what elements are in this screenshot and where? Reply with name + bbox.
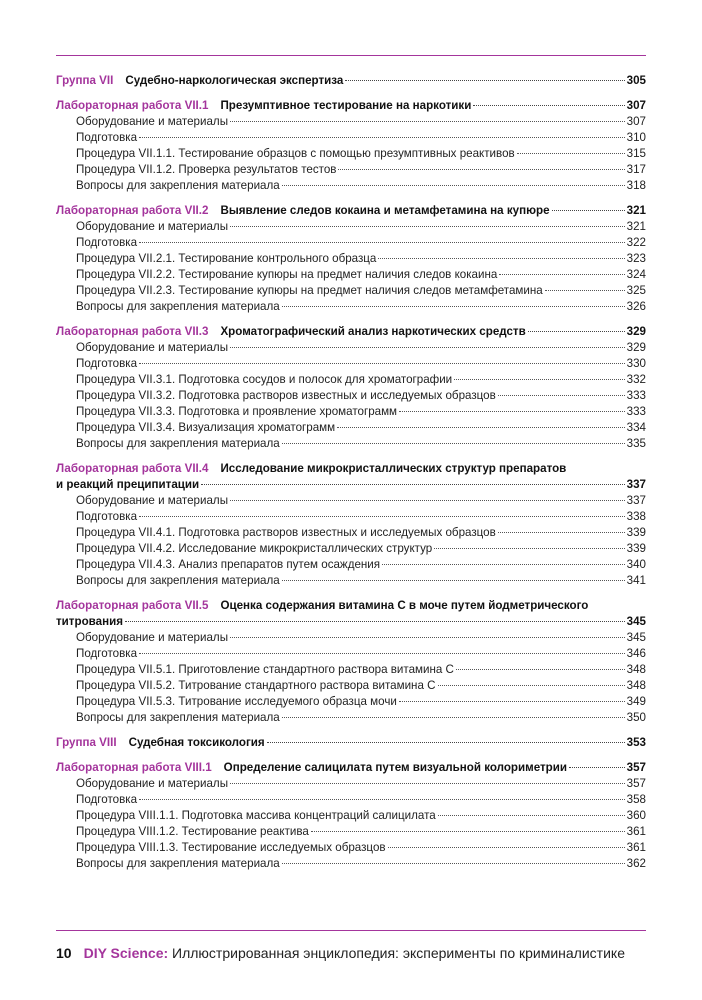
toc-group (56, 73, 646, 89)
toc-lab-work (56, 203, 646, 315)
toc-entry-heading-continued[interactable] (56, 614, 646, 630)
toc-page-number: 321 (626, 204, 646, 217)
dot-leader (438, 685, 625, 686)
toc-subentry-text: Подготовка (76, 131, 138, 144)
toc-entry-title: Оценка содержания витамина С в моче путем йодметрического (220, 599, 589, 612)
page-number: 10 (56, 945, 72, 961)
toc-page-number: 317 (626, 163, 646, 176)
dot-leader (139, 653, 625, 654)
toc-subentry-text: Процедура VII.4.3. Анализ препаратов путем осаждения (76, 558, 381, 571)
toc-page-number: 339 (626, 526, 646, 539)
toc-subentry-text: Оборудование и материалы (76, 494, 229, 507)
toc-subentry-text: Процедура VIII.1.1. Подготовка массива концентраций салицилата (76, 809, 436, 822)
toc-entry-title-continued: титрования (56, 615, 123, 628)
dot-leader (399, 411, 625, 412)
dot-leader (139, 516, 625, 517)
toc-page-number: 321 (626, 220, 646, 233)
toc-page-number: 334 (626, 421, 646, 434)
toc-page-number: 310 (626, 131, 646, 144)
toc-subentry-text: Процедура VII.5.3. Титрование исследуемого образца мочи (76, 695, 397, 708)
toc-subentry-text: Подготовка (76, 647, 138, 660)
toc-subentry-text: Процедура VII.3.3. Подготовка и проявление хроматограмм (76, 405, 398, 418)
dot-leader (456, 669, 625, 670)
toc-lab-work (56, 98, 646, 194)
dot-leader (337, 427, 625, 428)
toc-subentry[interactable] (56, 573, 646, 589)
toc-subentry[interactable] (56, 178, 646, 194)
toc-subentry[interactable] (56, 678, 646, 694)
toc-entry-heading[interactable] (56, 598, 646, 614)
toc-entry-tag: Лабораторная работа VII.2 (56, 204, 209, 217)
toc-page-number: 357 (626, 761, 646, 774)
toc-subentry-text: Процедура VII.2.3. Тестирование купюры на предмет наличия следов метамфетамина (76, 284, 543, 297)
dot-leader (267, 742, 625, 743)
toc-page-number: 325 (626, 284, 646, 297)
toc-page-number: 345 (626, 615, 646, 628)
dot-leader (201, 484, 625, 485)
toc-page-number: 337 (626, 478, 646, 491)
toc-entry-heading[interactable] (56, 324, 646, 340)
toc-subentry[interactable] (56, 235, 646, 251)
toc-page-number: 340 (626, 558, 646, 571)
toc-subentry-text: Оборудование и материалы (76, 115, 229, 128)
dot-leader (569, 767, 625, 768)
toc-page-number: 338 (626, 510, 646, 523)
page-footer (56, 944, 625, 962)
dot-leader (517, 153, 625, 154)
toc-subentry-text: Вопросы для закрепления материала (76, 711, 280, 724)
dot-leader (282, 717, 625, 718)
toc-subentry-text: Процедура VII.3.4. Визуализация хроматограмм (76, 421, 336, 434)
toc-page-number: 329 (626, 341, 646, 354)
toc-subentry[interactable] (56, 388, 646, 404)
dot-leader (230, 637, 625, 638)
dot-leader (399, 701, 625, 702)
toc-page-number: 353 (626, 736, 646, 749)
toc-subentry[interactable] (56, 493, 646, 509)
toc-subentry[interactable] (56, 162, 646, 178)
toc-entry-tag: Лабораторная работа VIII.1 (56, 761, 212, 774)
toc-page-number: 341 (626, 574, 646, 587)
dot-leader (282, 863, 625, 864)
toc-subentry[interactable] (56, 283, 646, 299)
toc-page-number: 358 (626, 793, 646, 806)
top-divider (56, 55, 646, 56)
toc-page-number: 335 (626, 437, 646, 450)
toc-page-number: 339 (626, 542, 646, 555)
dot-leader (378, 258, 624, 259)
dot-leader (139, 363, 625, 364)
toc-entry-tag: Группа VIII (56, 736, 117, 749)
toc-page-number: 361 (626, 841, 646, 854)
toc-entry-title: Определение салицилата путем визуальной колориметрии (223, 761, 568, 774)
dot-leader (230, 121, 625, 122)
toc-entry-tag: Лабораторная работа VII.4 (56, 462, 209, 475)
toc-subentry[interactable] (56, 436, 646, 452)
toc-page-number: 315 (626, 147, 646, 160)
toc-subentry-text: Процедура VIII.1.3. Тестирование исследуемых образцов (76, 841, 386, 854)
toc-subentry-text: Вопросы для закрепления материала (76, 437, 280, 450)
dot-leader (125, 621, 625, 622)
toc-lab-work (56, 760, 646, 872)
toc-entry-heading[interactable] (56, 461, 646, 477)
toc-entry-heading[interactable] (56, 760, 646, 776)
dot-leader (230, 226, 625, 227)
dot-leader (438, 815, 625, 816)
toc-page-number: 357 (626, 777, 646, 790)
toc-page-number: 348 (626, 663, 646, 676)
toc-page-number: 350 (626, 711, 646, 724)
table-of-contents (56, 73, 646, 872)
toc-page-number: 333 (626, 389, 646, 402)
toc-page-number: 318 (626, 179, 646, 192)
toc-page-number: 323 (626, 252, 646, 265)
toc-page-number: 329 (626, 325, 646, 338)
toc-subentry-text: Процедура VII.3.2. Подготовка растворов известных и исследуемых образцов (76, 389, 496, 402)
toc-subentry[interactable] (56, 420, 646, 436)
dot-leader (139, 242, 625, 243)
dot-leader (552, 210, 625, 211)
toc-entry-heading[interactable] (56, 203, 646, 219)
toc-subentry[interactable] (56, 114, 646, 130)
toc-page-number: 305 (626, 74, 646, 87)
toc-entry-title: Судебно-наркологическая экспертиза (125, 74, 344, 87)
dot-leader (434, 548, 624, 549)
toc-entry-heading-continued[interactable] (56, 477, 646, 493)
toc-subentry-text: Процедура VII.4.1. Подготовка растворов известных и исследуемых образцов (76, 526, 496, 539)
dot-leader (282, 306, 625, 307)
toc-subentry[interactable] (56, 824, 646, 840)
toc-page-number: 361 (626, 825, 646, 838)
toc-subentry[interactable] (56, 372, 646, 388)
toc-subentry[interactable] (56, 146, 646, 162)
toc-subentry-text: Процедура VII.4.2. Исследование микрокристаллических структур (76, 542, 433, 555)
toc-subentry[interactable] (56, 130, 646, 146)
toc-subentry[interactable] (56, 662, 646, 678)
dot-leader (345, 80, 624, 81)
dot-leader (230, 783, 625, 784)
dot-leader (382, 564, 625, 565)
toc-subentry[interactable] (56, 630, 646, 646)
toc-page-number: 333 (626, 405, 646, 418)
toc-page-number: 346 (626, 647, 646, 660)
toc-subentry-text: Подготовка (76, 793, 138, 806)
toc-page-number: 330 (626, 357, 646, 370)
toc-subentry[interactable] (56, 251, 646, 267)
dot-leader (282, 580, 625, 581)
toc-entry-title: Судебная токсикология (128, 736, 265, 749)
toc-subentry[interactable] (56, 710, 646, 726)
dot-leader (282, 443, 625, 444)
toc-subentry[interactable] (56, 509, 646, 525)
dot-leader (311, 831, 625, 832)
dot-leader (139, 799, 625, 800)
toc-subentry[interactable] (56, 356, 646, 372)
toc-subentry-text: Вопросы для закрепления материала (76, 179, 280, 192)
toc-entry-title-continued: и реакций преципитации (56, 478, 200, 491)
dot-leader (230, 500, 625, 501)
dot-leader (498, 395, 625, 396)
toc-page-number: 348 (626, 679, 646, 692)
toc-subentry-text: Вопросы для закрепления материала (76, 857, 280, 870)
toc-entry-tag: Лабораторная работа VII.1 (56, 99, 209, 112)
toc-page-number: 322 (626, 236, 646, 249)
toc-subentry-text: Процедура VII.3.1. Подготовка сосудов и полосок для хроматографии (76, 373, 453, 386)
dot-leader (454, 379, 624, 380)
toc-subentry[interactable] (56, 856, 646, 872)
toc-subentry-text: Оборудование и материалы (76, 631, 229, 644)
toc-subentry-text: Вопросы для закрепления материала (76, 574, 280, 587)
dot-leader (473, 105, 624, 106)
toc-subentry[interactable] (56, 404, 646, 420)
dot-leader (528, 331, 625, 332)
toc-page-number: 307 (626, 115, 646, 128)
toc-page-number: 360 (626, 809, 646, 822)
toc-entry-heading[interactable] (56, 98, 646, 114)
toc-page-number: 307 (626, 99, 646, 112)
toc-page-number: 362 (626, 857, 646, 870)
toc-subentry[interactable] (56, 557, 646, 573)
toc-subentry-text: Процедура VII.1.2. Проверка результатов тестов (76, 163, 337, 176)
toc-entry-title: Исследование микрокристаллических структур препаратов (220, 462, 567, 475)
toc-entry-title: Презумптивное тестирование на наркотики (220, 99, 472, 112)
toc-subentry[interactable] (56, 267, 646, 283)
dot-leader (498, 532, 625, 533)
toc-subentry-text: Процедура VII.2.1. Тестирование контрольного образца (76, 252, 377, 265)
toc-page-number: 324 (626, 268, 646, 281)
toc-group-heading[interactable] (56, 735, 646, 751)
toc-lab-work (56, 324, 646, 452)
toc-subentry-text: Процедура VII.5.2. Титрование стандартного раствора витамина С (76, 679, 436, 692)
toc-subentry-text: Оборудование и материалы (76, 220, 229, 233)
toc-subentry[interactable] (56, 694, 646, 710)
toc-subentry-text: Процедура VII.2.2. Тестирование купюры на предмет наличия следов кокаина (76, 268, 498, 281)
toc-subentry-text: Оборудование и материалы (76, 341, 229, 354)
toc-page-number: 332 (626, 373, 646, 386)
dot-leader (338, 169, 624, 170)
toc-group (56, 735, 646, 751)
footer-book-title: Иллюстрированная энциклопедия: эксперименты по криминалистике (172, 945, 625, 961)
toc-subentry-text: Процедура VII.5.1. Приготовление стандартного раствора витамина С (76, 663, 454, 676)
toc-subentry-text: Вопросы для закрепления материала (76, 300, 280, 313)
dot-leader (499, 274, 624, 275)
toc-subentry[interactable] (56, 646, 646, 662)
toc-subentry[interactable] (56, 776, 646, 792)
toc-subentry[interactable] (56, 340, 646, 356)
toc-page-number: 337 (626, 494, 646, 507)
toc-subentry-text: Процедура VIII.1.2. Тестирование реактива (76, 825, 309, 838)
toc-subentry[interactable] (56, 299, 646, 315)
dot-leader (139, 137, 625, 138)
toc-subentry[interactable] (56, 541, 646, 557)
toc-group-heading[interactable] (56, 73, 646, 89)
toc-subentry[interactable] (56, 792, 646, 808)
footer-brand: DIY Science: (83, 945, 169, 961)
toc-subentry-text: Подготовка (76, 236, 138, 249)
toc-entry-title: Хроматографический анализ наркотических средств (220, 325, 526, 338)
toc-subentry[interactable] (56, 525, 646, 541)
toc-subentry-text: Процедура VII.1.1. Тестирование образцов с помощью презумптивных реактивов (76, 147, 515, 160)
toc-page-number: 326 (626, 300, 646, 313)
toc-entry-tag: Группа VII (56, 74, 114, 87)
toc-subentry-text: Подготовка (76, 357, 138, 370)
bottom-divider (56, 930, 646, 931)
toc-subentry-text: Подготовка (76, 510, 138, 523)
dot-leader (545, 290, 625, 291)
dot-leader (282, 185, 625, 186)
dot-leader (230, 347, 625, 348)
toc-entry-tag: Лабораторная работа VII.5 (56, 599, 209, 612)
toc-lab-work (56, 598, 646, 726)
toc-page-number: 349 (626, 695, 646, 708)
toc-subentry[interactable] (56, 840, 646, 856)
toc-subentry-text: Оборудование и материалы (76, 777, 229, 790)
toc-entry-tag: Лабораторная работа VII.3 (56, 325, 209, 338)
dot-leader (388, 847, 625, 848)
toc-subentry[interactable] (56, 808, 646, 824)
toc-lab-work (56, 461, 646, 589)
toc-page-number: 345 (626, 631, 646, 644)
toc-subentry[interactable] (56, 219, 646, 235)
toc-entry-title: Выявление следов кокаина и метамфетамина на купюре (220, 204, 550, 217)
